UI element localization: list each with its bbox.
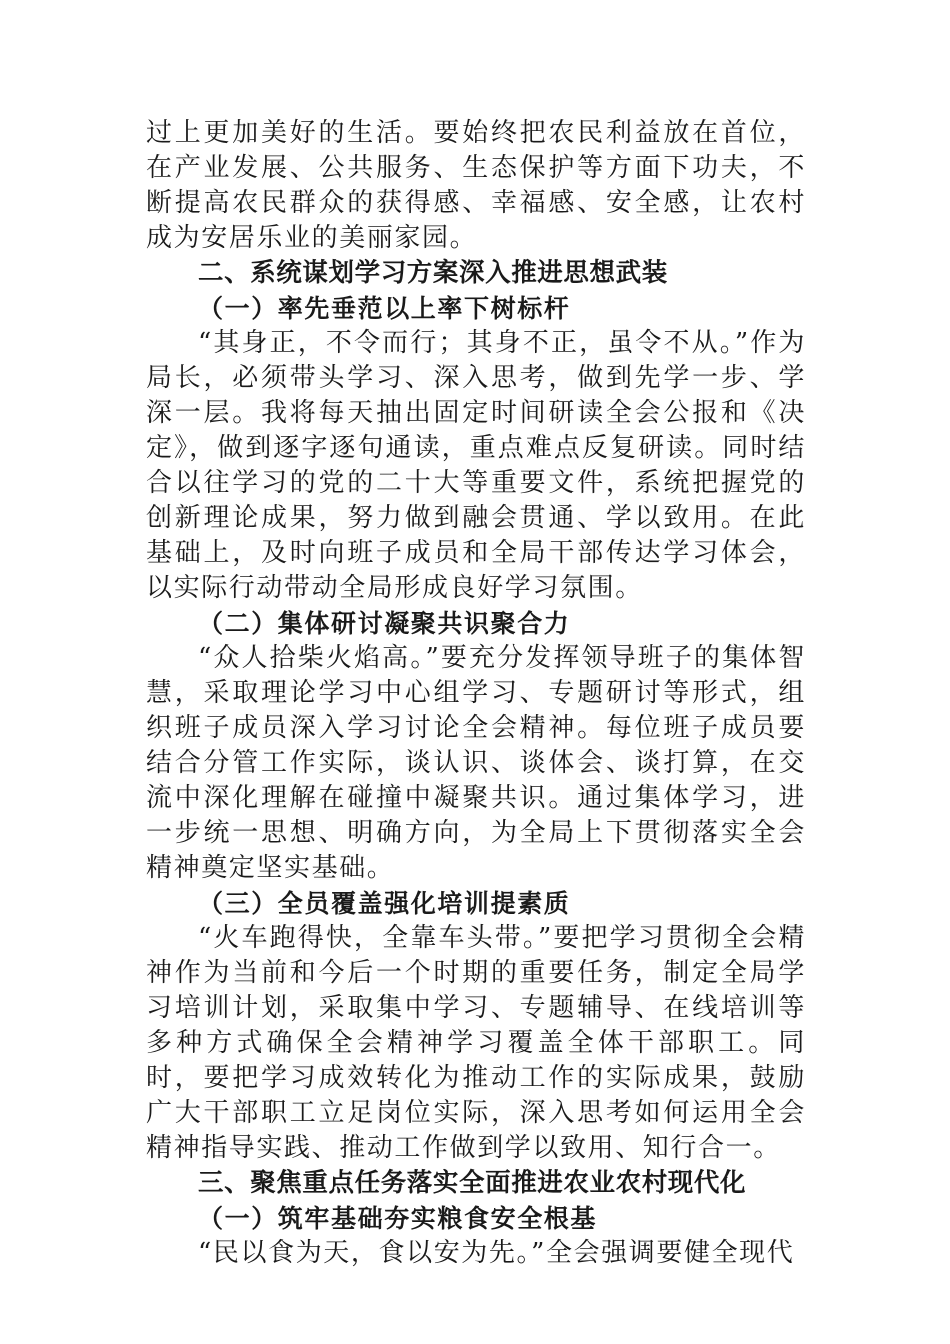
paragraph-2-1: “其身正，不令而行；其身不正，虽令不从。”作为局长，必须带头学习、深入思考，做到先学一步、学深一层。我将每天抽出固定时间研读全会公报和《决定》，做到逐字逐句通读，重点难点反复研读。同时结合以往学习的党的二十大等重要文件，系统把握党的创新理论成果，努力做到融会贯通、学以致用。在此基础上，及时向班子成员和全局干部传达学习体会，以实际行动带动全局形成良好学习氛围。 [146,328,806,603]
paragraph-2-3: “火车跑得快，全靠车头带。”要把学习贯彻全会精神作为当前和今后一个时期的重要任务，制定全局学习培训计划，采取集中学习、专题辅导、在线培训等多种方式确保全会精神学习覆盖全体干部职工。同时，要把学习成效转化为推动工作的实际成果，鼓励广大干部职工立足岗位实际，深入思考如何运用全会精神指导实践、推动工作做到学以致用、知行合一。 [146,923,806,1163]
document-body [146,116,806,1271]
subsection-heading-3-1: （一）筑牢基础夯实粮食安全根基 [198,1204,598,1233]
subsection-heading-2-2: （二）集体研讨凝聚共识聚合力 [198,609,571,638]
paragraph-continued: 过上更加美好的生活。要始终把农民利益放在首位，在产业发展、公共服务、生态保护等方面下功夫，不断提高农民群众的获得感、幸福感、安全感，让农村成为安居乐业的美丽家园。 [146,118,806,253]
section-heading-2: 二、系统谋划学习方案深入推进思想武装 [198,258,668,288]
section-heading-3: 三、聚焦重点任务落实全面推进农业农村现代化 [198,1168,747,1198]
paragraph-2-2: “众人拾柴火焰高。”要充分发挥领导班子的集体智慧，采取理论学习中心组学习、专题研讨等形式，组织班子成员深入学习讨论全会精神。每位班子成员要结合分管工作实际，谈认识、谈体会、谈打算，在交流中深化理解在碰撞中凝聚共识。通过集体学习，进一步统一思想、明确方向，为全局上下贯彻落实全会精神奠定坚实基础。 [146,643,806,883]
paragraph-3-1: “民以食为天，食以安为先。”全会强调要健全现代 [198,1238,795,1268]
subsection-heading-2-1: （一）率先垂范以上率下树标杆 [198,294,571,323]
subsection-heading-2-3: （三）全员覆盖强化培训提素质 [198,889,571,918]
